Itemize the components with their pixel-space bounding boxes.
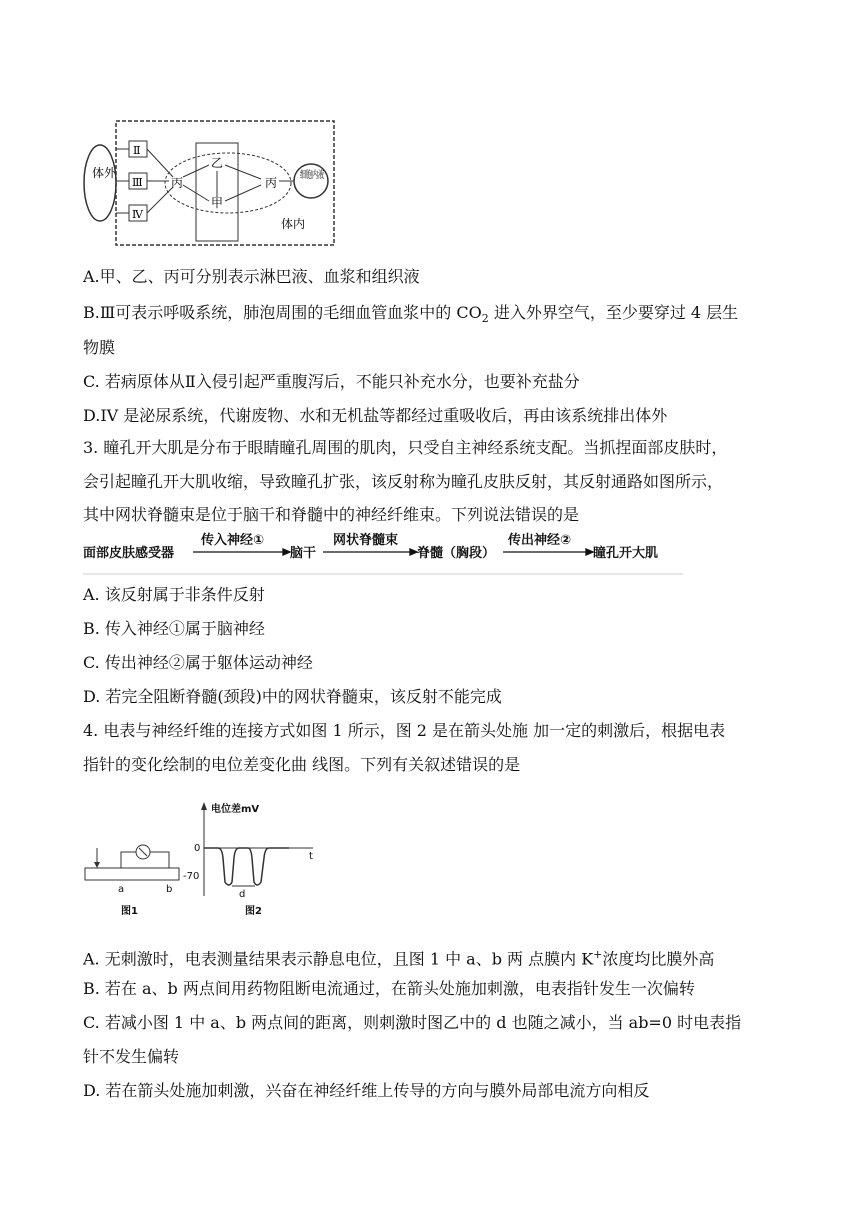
flow-node-muscle: 瞳孔开大肌 (593, 546, 659, 561)
co2-subscript: 2 (481, 312, 489, 326)
q2-option-b-line1 (83, 303, 738, 329)
flow-arrow-label-tract: 网状脊髓束 (333, 533, 399, 548)
q2-option-b-line2: 物膜 (83, 338, 116, 357)
q4-option-d: D. 若在箭头处施加刺激，兴奋在神经纤维上传导的方向与膜外局部电流方向相反 (83, 1081, 650, 1100)
q4-option-b: B. 若在 a、b 两点间用药物阻断电流通过，在箭头处施加刺激，电表指针发生一次偏转 (83, 979, 695, 998)
q4-a-text-post: 浓度均比膜外高 (602, 949, 715, 969)
reflex-pathway-diagram (83, 530, 683, 576)
meter-and-potential-figure (83, 796, 323, 922)
potential-curve (204, 848, 289, 885)
fluid-label-c: 丙 (171, 176, 184, 190)
k-superscript: + (593, 948, 603, 961)
outside-ellipse (84, 145, 116, 221)
flow-node-brainstem: 脑干 (290, 546, 317, 561)
d-label: d (239, 889, 246, 900)
y-axis-label: 电位差mV (211, 804, 260, 815)
q2-b-text-post: 进入外界空气，至少要穿过 4 层生 (488, 303, 739, 322)
q4-stem-line2: 指针的变化绘制的电位差变化曲 线图。下列有关叙述错误的是 (83, 755, 521, 774)
q2-option-d: D.IV 是泌尿系统，代谢废物、水和无机盐等都经过重吸收后，再由该系统排出体外 (83, 406, 668, 425)
neg70-tick: -70 (183, 871, 200, 882)
fluid-label-b: 乙 (211, 156, 224, 170)
figure-2-caption: 图2 (245, 906, 262, 917)
q3-stem-line3: 其中网状脊髓束是位于脑干和脊髓中的神经纤维束。下列说法错误的是 (83, 505, 580, 524)
q3-stem-line1: 3. 瞳孔开大肌是分布于眼睛瞳孔周围的肌肉，只受自主神经系统支配。当抓捏面部皮肤时， (83, 438, 728, 457)
t-label: t (309, 851, 313, 862)
flow-arrows (193, 549, 593, 555)
inside-label: 体内 (281, 217, 306, 231)
outside-label: 体外 (92, 166, 117, 180)
nerve-fiber (85, 868, 179, 880)
flow-node-spinal-cord: 脊髓（胸段） (417, 546, 496, 561)
flow-node-receptor: 面部皮肤感受器 (83, 546, 175, 561)
q4-option-a (83, 945, 714, 969)
q3-option-a: A. 该反射属于非条件反射 (83, 585, 265, 604)
point-a-label: a (118, 884, 125, 895)
q2-option-c: C. 若病原体从Ⅱ入侵引起严重腹泻后，不能只补充水分，也要补充盐分 (83, 372, 580, 391)
q4-stem-line1: 4. 电表与神经纤维的连接方式如图 1 所示，图 2 是在箭头处施 加一定的刺激后，根据电表 (83, 721, 726, 740)
q3-stem-line2: 会引起瞳孔开大肌收缩，导致瞳孔扩张，该反射称为瞳孔皮肤反射，其反射通路如图所示， (83, 472, 724, 491)
fluid-label-a: 甲 (211, 196, 224, 210)
flow-arrow-label-afferent: 传入神经① (201, 533, 265, 548)
cell-fluid-label: 细胞内液 (300, 170, 340, 181)
q4-option-c-line1: C. 若减小图 1 中 a、b 两点间的距离，则刺激时图乙中的 d 也随之减小，当 ab=0 时电表指 (83, 1013, 742, 1032)
q4-a-text: A. 无刺激时，电表测量结果表示静息电位，且图 1 中 a、b 两 点膜内 K (83, 949, 594, 969)
zero-tick: 0 (194, 843, 201, 854)
figure-1-caption: 图1 (121, 906, 138, 917)
q2-option-a: A.甲、乙、丙可分别表示淋巴液、血浆和组织液 (83, 267, 420, 286)
organ-label-2: Ⅱ (133, 144, 141, 157)
q3-option-c: C. 传出神经②属于躯体运动神经 (83, 653, 313, 672)
q2-b-text: B.Ⅲ可表示呼吸系统，肺泡周围的毛细血管血浆中的 CO (83, 303, 482, 322)
q3-option-b: B. 传入神经①属于脑神经 (83, 619, 265, 638)
q4-option-c-line2: 针不发生偏转 (83, 1047, 180, 1066)
flow-arrow-label-efferent: 传出神经② (508, 533, 572, 548)
body-fluid-diagram (83, 115, 343, 255)
fluid-label-d: 丙 (265, 176, 278, 190)
organ-label-4: Ⅳ (132, 208, 143, 221)
point-b-label: b (166, 884, 173, 895)
q3-option-d: D. 若完全阻断脊髓(颈段)中的网状脊髓束，该反射不能完成 (83, 687, 502, 706)
organ-label-3: Ⅲ (132, 176, 143, 189)
